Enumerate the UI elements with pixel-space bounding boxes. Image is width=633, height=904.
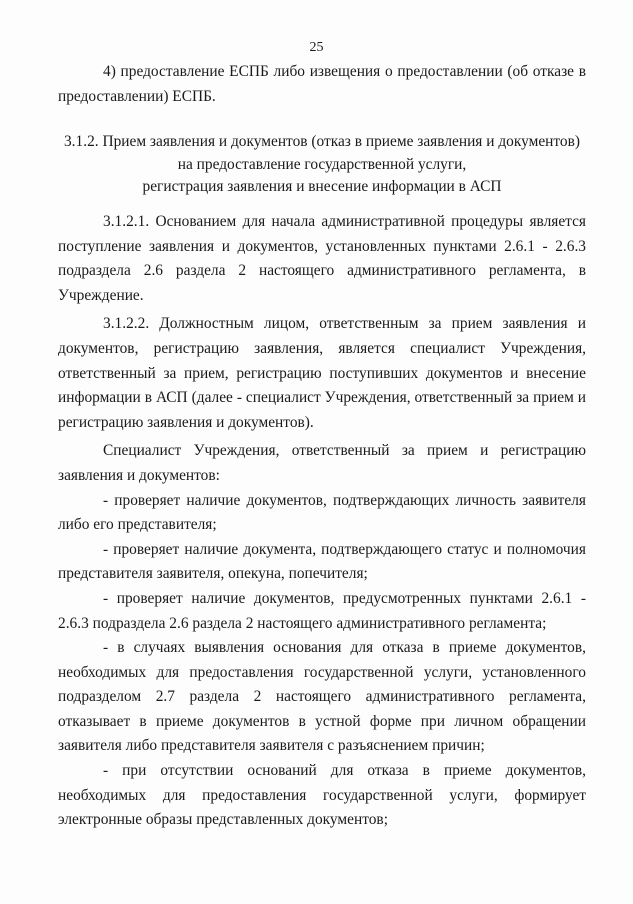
page-number: 25 <box>309 40 324 55</box>
list-item-electronic-images: - при отсутствии оснований для отказа в приеме документов, необходимых для предоставления государственной услуги, формирует электронные образы представленных документов; <box>58 762 586 829</box>
list-item-status-check: - проверяет наличие документа, подтверждающего статус и полномочия представителя заявителя, опекуна, попечителя; <box>58 540 586 583</box>
list-item-identity-check: - проверяет наличие документов, подтверждающих личность заявителя либо его представителя; <box>58 491 586 534</box>
paragraph-specialist: Специалист Учреждения, ответственный за прием и регистрацию заявления и документов: <box>58 442 586 484</box>
paragraph-text: 4) предоставление ЕСПБ либо извещения о предоставлении (об отказе в предоставлении) ЕСПБ. <box>58 63 586 105</box>
heading-line-1: 3.1.2. Прием заявления и документов (отказ в приеме заявления и документов) <box>63 133 581 150</box>
paragraph-3-1-2-1: 3.1.2.1. Основанием для начала административной процедуры является поступление заявления и документов, установленных пунктами 2.6.1 - 2.6.3 подраздела 2.6 раздела 2 настоящего административного регламента, в Учреждение. <box>58 213 586 304</box>
list-item-refusal: - в случаях выявления основания для отказа в приеме документов, необходимых для предоставления государственной услуги, установленного подразделом 2.7 раздела 2 настоящего административного регламента, отказывает в приеме документов в устной форме при личном обращении заявителя либо представителя заявителя с разъяснением причин; <box>58 639 586 755</box>
list-item-documents-check: - проверяет наличие документов, предусмотренных пунктами 2.6.1 - 2.6.3 подраздела 2.6 раздела 2 настоящего административного регламента; <box>58 589 586 632</box>
heading-line-2: на предоставление государственной услуги, <box>177 155 467 173</box>
heading-line-3: регистрация заявления и внесение информации в АСП <box>142 178 502 195</box>
paragraph-3-1-2-2: 3.1.2.2. Должностным лицом, ответственным за прием заявления и документов, регистрацию заявления, является специалист Учреждения, ответственный за прием, регистрацию поступивших документов и внесение информации в АСП (далее - специалист Учреждения, ответственный за прием и регистрацию заявления и документов). <box>58 315 586 431</box>
section-heading <box>58 131 586 199</box>
body-text <box>58 210 586 833</box>
paragraph-result <box>58 60 586 109</box>
